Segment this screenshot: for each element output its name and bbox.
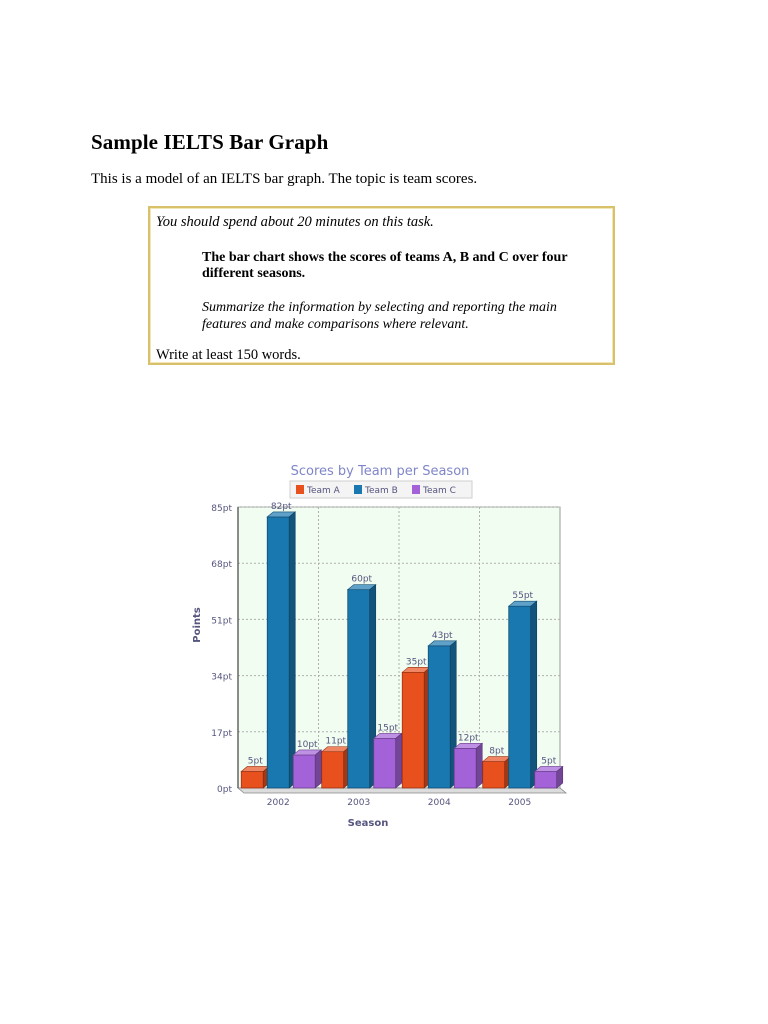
- bar-side: [289, 512, 295, 788]
- task-prompt: The bar chart shows the scores of teams A, B and C over four different seasons.: [202, 250, 568, 281]
- task-word-count: Write at least 150 words.: [156, 347, 301, 363]
- bar-team-c: [454, 748, 476, 788]
- x-tick-label: 2002: [266, 798, 290, 808]
- x-axis-label: Season: [347, 818, 389, 829]
- data-label: 12pt: [457, 733, 479, 744]
- legend: [290, 481, 472, 498]
- legend-label: Team C: [423, 486, 456, 496]
- bar-side: [476, 743, 482, 788]
- bar-team-b: [348, 590, 370, 788]
- data-label: 8pt: [489, 746, 505, 757]
- bar-team-a: [241, 771, 263, 788]
- bar-side: [396, 733, 402, 788]
- legend-label: Team A: [307, 486, 340, 496]
- intro-text: This is a model of an IELTS bar graph. The topic is team scores.: [91, 171, 478, 187]
- bar-side: [531, 601, 537, 788]
- bar-side: [315, 750, 321, 788]
- data-label: 55pt: [512, 591, 534, 602]
- data-label: 11pt: [325, 736, 347, 747]
- bar-team-c: [374, 738, 396, 788]
- bar-team-b: [267, 517, 289, 788]
- data-label: 60pt: [351, 574, 373, 585]
- x-tick-label: 2003: [347, 798, 371, 808]
- y-axis-label: Points: [192, 607, 203, 643]
- y-tick-label: 51pt: [211, 616, 232, 627]
- x-tick-label: 2004: [427, 798, 451, 808]
- y-tick-label: 34pt: [211, 672, 232, 683]
- data-label: 10pt: [296, 739, 318, 750]
- y-tick-label: 68pt: [211, 560, 232, 571]
- task-time-note: You should spend about 20 minutes on this task.: [156, 214, 434, 230]
- y-tick-label: 0pt: [217, 785, 232, 795]
- legend-label: Team B: [365, 486, 398, 496]
- y-tick-label: 85pt: [211, 504, 232, 514]
- legend-swatch: [354, 485, 362, 494]
- task-box: [148, 206, 615, 365]
- chart-title: Scores by Team per Season: [290, 464, 470, 479]
- task-instruction: Summarize the information by selecting and reporting the main features and make comparisons where relevant.: [202, 300, 557, 332]
- data-label: 82pt: [270, 501, 292, 512]
- bar-team-a: [483, 762, 505, 788]
- page-title: Sample IELTS Bar Graph: [91, 130, 329, 154]
- bar-team-c: [293, 755, 315, 788]
- legend-swatch: [412, 485, 420, 494]
- bar-chart: [180, 455, 580, 835]
- data-label: 5pt: [541, 756, 557, 767]
- legend-swatch: [296, 485, 304, 494]
- y-tick-label: 17pt: [211, 728, 232, 739]
- bar-team-c: [535, 771, 557, 788]
- bar-team-b: [428, 646, 450, 788]
- data-label: 35pt: [405, 657, 427, 668]
- bar-team-a: [402, 672, 424, 788]
- plot-floor: [238, 788, 566, 793]
- data-label: 43pt: [431, 630, 453, 641]
- bar-team-a: [322, 752, 344, 788]
- x-tick-label: 2005: [508, 798, 532, 808]
- data-label: 5pt: [247, 756, 263, 767]
- data-label: 15pt: [377, 723, 399, 734]
- bar-team-b: [509, 606, 531, 788]
